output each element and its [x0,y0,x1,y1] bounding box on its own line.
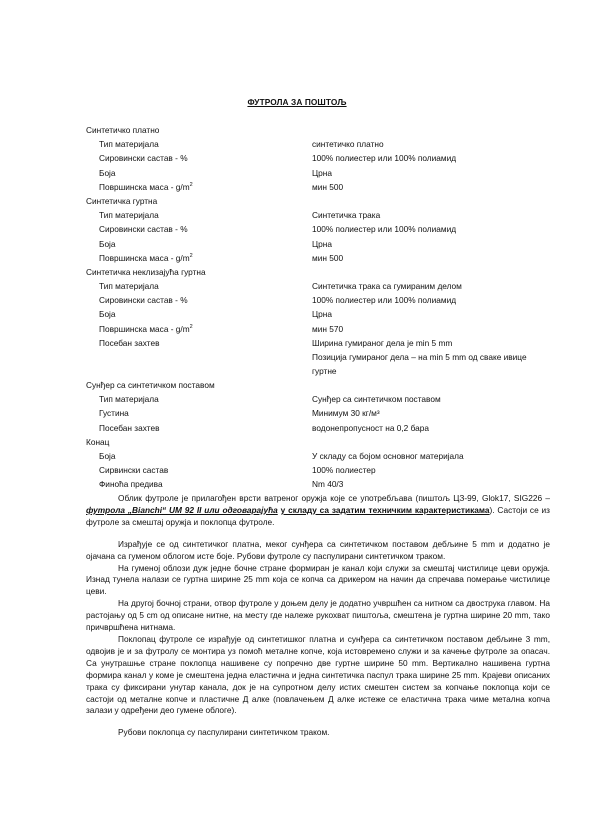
spec-row [86,322,546,336]
spec-value: Ширина гумираног дела је min 5 mm [312,337,453,348]
spec-row [86,166,546,180]
spec-value: Минимум 30 кг/м³ [312,408,380,419]
spec-value: Сунђер са синтетичком поставом [312,394,441,405]
spec-label: Сировински састав - % [99,224,188,235]
spec-value: У складу са бојом основног материјала [312,450,464,461]
paragraph-1: Облик футроле је прилагођен врсти ватреног оружја које се употребљава (пиштољ ЦЗ-99, Glok17, SIG226 – футрола „Bianchi“ UM 92 II или одговарајућа у складу са задатим техничким карактеристикама). Састоји се из футроле за смештај оружја и поклопца футроле. [86,493,550,527]
document-title: ФУТРОЛА ЗА ПОШТОЉ [247,97,347,107]
spec-value: Синтетичка трака са гумираним делом [312,281,462,292]
spec-value: Позиција гумираног дела – на min 5 mm од сваке ивице гуртне [312,352,527,376]
spec-section-heading [86,123,546,137]
spec-table [86,123,546,492]
paragraph-2: Израђује се од синтетичког платна, меког сунђера са синтетичком поставом дебљине 5 mm и додатно је ојачана са гуменом облогом исте боје. Рубови футроле су паспулирани синтетичком траком. [86,538,550,561]
spec-value: мин 500 [312,181,344,192]
spec-label: Површинска маса - $g/m^2$ [99,181,193,192]
spec-label: Сировински састав - % [99,153,188,164]
spec-label: Боја [99,309,116,320]
spec-row [86,293,546,307]
spec-row [86,251,546,265]
spec-label: Посебан захтев [99,422,160,433]
spec-label: Тип материјала [99,281,159,292]
spec-label: Сирвински састав [99,465,169,476]
paragraph-4: На другој бочној страни, отвор футроле у доњем делу је додатно учвршћен са нитном са двострука главом. На растојању од 5 cm од описане нитне, на месту где належе рукохват пиштоља, смештена је гуртна ширине 20 mm, тако причвршћена нитнама. [86,598,550,633]
spec-label: Тип материјала [99,394,159,405]
spec-reference: у складу са задатим техничким карактеристикама [280,504,490,515]
description-text [86,493,550,739]
spec-label: Тип материјала [99,210,159,221]
spec-value: Синтетичка трака [312,210,381,221]
spec-value: Црна [312,238,332,249]
spec-section-heading [86,265,546,279]
model-reference: футрола „Bianchi“ UM 92 II или одговарајућа [86,504,278,515]
spec-label: Боја [99,167,116,178]
spec-row [86,180,546,194]
spec-value: мин 500 [312,252,344,263]
spec-value: синтетичко платно [312,139,384,150]
paragraph-6: Рубови поклопца су паспулирани синтетичком траком. [118,727,330,738]
spec-label: Синтетичка гуртна [86,195,158,206]
spec-row [86,449,546,463]
spec-row [86,421,546,435]
spec-label: Финоћа предива [99,479,163,490]
spec-value: 100% полиестер [312,465,376,476]
spec-label: Сировински састав - % [99,295,188,306]
spec-label: Густина [99,408,129,419]
spec-section-heading [86,435,546,449]
spec-row [86,336,546,350]
spec-value: Црна [312,309,332,320]
spec-row [86,279,546,293]
spec-row [86,406,546,420]
spec-value: 100% полиестер или 100% полиамид [312,295,457,306]
spec-row [86,463,546,477]
spec-section-heading [86,378,546,392]
spec-row [86,208,546,222]
spec-label: Површинска маса - $g/m^2$ [99,252,193,263]
spec-label: Сунђер са синтетичком поставом [86,380,215,390]
spec-label: Конац [86,436,110,447]
paragraph-3: На гуменој облози дуж једне бочне стране формиран је канал који служи за смештај чистилице цеви оружја. Изнад тунела налази се гуртна ширине 25 mm која се копча са дрикером на начин да спречава померање чистилице цеви. [86,562,550,597]
spec-value: Црна [312,167,332,178]
spec-label: Тип материјала [99,139,159,150]
spec-row [86,307,546,321]
spec-row [86,350,546,378]
spec-row [86,237,546,251]
paragraph-5: Поклопац футроле се израђује од синтетишког платна и сунђера са синтетичком поставом дебљине 3 mm, одвојив је и за футролу се монтира уз помоћ металне копче, која истовремено служи и за качење футроле за опасач. Са унутрашње стране поклопца нашивене су попречно две гуртне ширине 50 mm. Вертикално нашивена гуртна формира канал у коме је смештена једна еластична и једна синтетичка паспул трака ширине 25 mm. Крајеви описаних трака су фиксирани унутар канала, док је на супротном делу истих смештен систем за копчање поклопца који се састоји од металне копче и пластичне Д алке (повлачењем Д алке истеже се еластична трака чиме метална копча залази у одређени део гумене облоге). [86,633,550,716]
spec-label: Синтетичка неклизајућа гуртна [86,266,206,277]
spec-value: 100% полиестер или 100% полиамид [312,224,457,235]
spec-value: Nm 40/3 [312,479,344,490]
spec-row [86,151,546,165]
spec-section-heading [86,194,546,208]
spec-row [86,137,546,151]
spec-label: Боја [99,450,116,461]
spec-row [86,222,546,236]
spec-row [86,392,546,406]
spec-value: 100% полиестер или 100% полиамид [312,153,457,164]
spec-label: Посебан захтев [99,337,160,348]
spec-value: водонепропусност на 0,2 бара [312,422,430,433]
spec-label: Синтетичко платно [86,125,160,135]
spec-label: Површинска маса - $g/m^2$ [99,323,193,334]
spec-row [86,477,546,491]
spec-value: мин 570 [312,323,344,334]
spec-label: Боја [99,238,116,249]
